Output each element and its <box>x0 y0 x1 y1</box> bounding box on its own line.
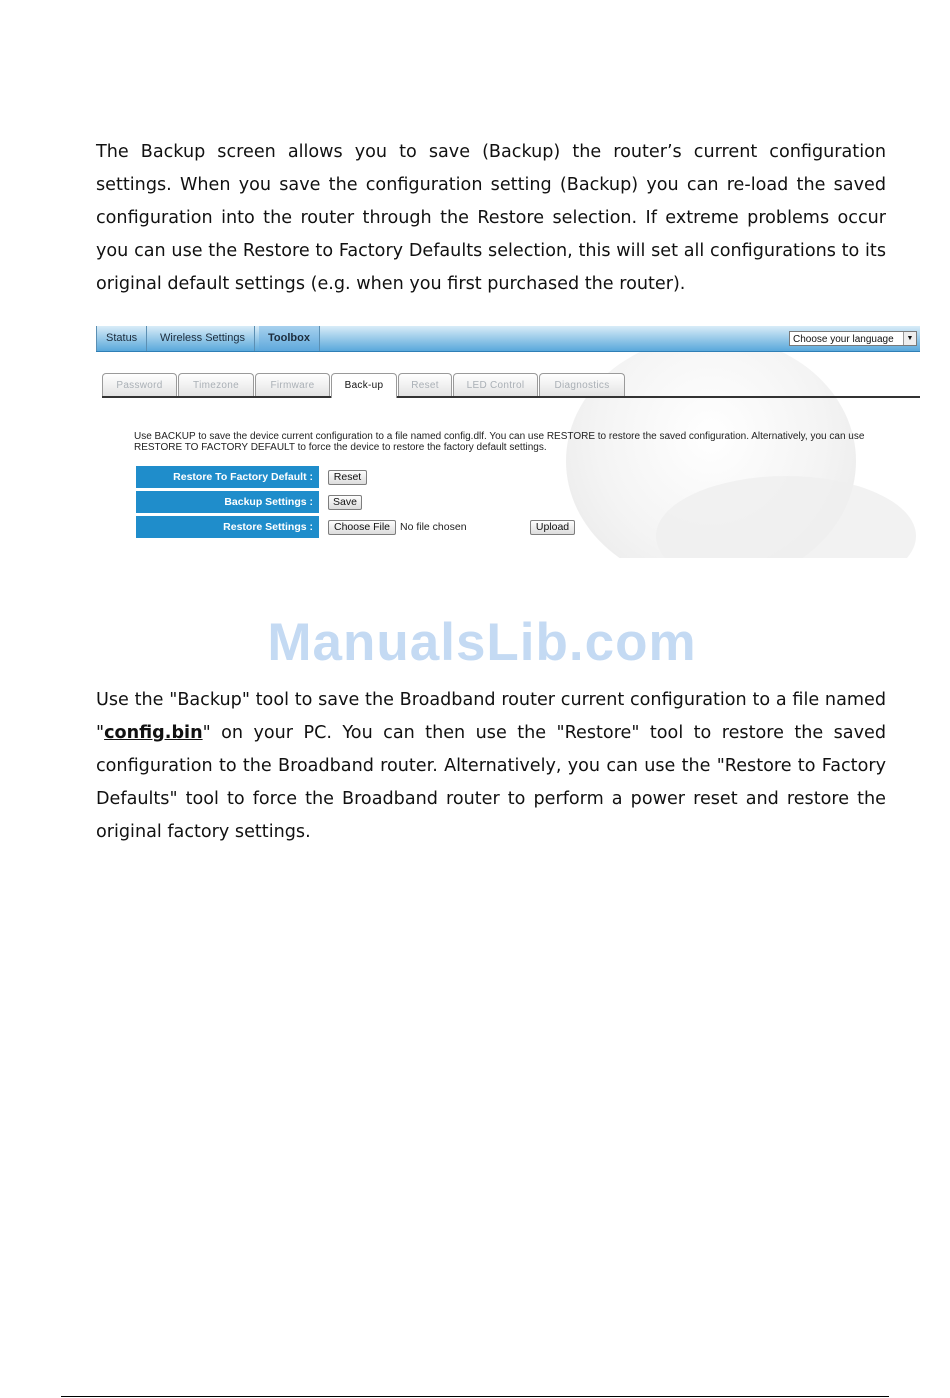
subtab-password[interactable]: Password <box>102 373 177 396</box>
subtab-reset[interactable]: Reset <box>398 373 452 396</box>
subtab-backup[interactable]: Back-up <box>331 373 397 398</box>
subtab-diagnostics[interactable]: Diagnostics <box>539 373 625 396</box>
footer-rule <box>61 1396 889 1397</box>
language-select[interactable] <box>789 331 917 346</box>
upload-button[interactable]: Upload <box>530 520 575 535</box>
subtab-timezone[interactable]: Timezone <box>178 373 254 396</box>
watermark: ManualsLib.com <box>267 613 697 672</box>
intro-paragraph: The Backup screen allows you to save (Backup) the router’s current configuration settings. When you save the configuration setting (Backup) you can re-load the saved configuration into the router through the Restore selection. If extreme problems occur you can use the Restore to Factory Defaults selection, this will set all configurations to its original default settings (e.g. when you first purchased the router). <box>96 142 886 294</box>
save-button[interactable]: Save <box>328 495 362 510</box>
top-navigation-bar <box>96 326 920 352</box>
language-select-value: Choose your language <box>793 334 894 345</box>
choose-file-button[interactable]: Choose File <box>328 520 396 535</box>
nav-tab-status[interactable]: Status <box>96 326 147 351</box>
subtab-divider <box>102 396 920 398</box>
nav-tab-wireless-settings[interactable]: Wireless Settings <box>151 326 255 351</box>
usage-paragraph <box>96 684 886 849</box>
router-backup-screenshot <box>96 326 920 558</box>
backup-settings-label: Backup Settings : <box>136 491 319 513</box>
subtab-firmware[interactable]: Firmware <box>255 373 330 396</box>
usage-text-before: Use the "Backup" tool to save the Broadband router current configuration to a file named " <box>96 690 886 743</box>
restore-factory-default-label: Restore To Factory Default : <box>136 466 319 488</box>
nav-tab-toolbox[interactable]: Toolbox <box>259 326 320 351</box>
reset-button[interactable]: Reset <box>328 470 367 485</box>
no-file-chosen-text: No file chosen <box>400 521 467 533</box>
restore-settings-label: Restore Settings : <box>136 516 319 538</box>
config-bin-link[interactable]: config.bin <box>104 723 203 743</box>
subtab-led-control[interactable]: LED Control <box>453 373 538 396</box>
backup-description: Use BACKUP to save the device current configuration to a file named config.dlf. You can use RESTORE to restore the saved configuration. Alternatively, you can use RESTORE TO FACTORY DEFAULT to force the device to restore the factory default settings. <box>134 431 865 453</box>
usage-text-after: " on your PC. You can then use the "Restore" tool to restore the saved configuration to the Broadband router. Alternatively, you can use the "Restore to Factory Defaults" tool to force the Broadband router to perform a power reset and restore the original factory settings. <box>96 723 886 842</box>
chevron-down-icon[interactable]: ▼ <box>903 332 916 345</box>
